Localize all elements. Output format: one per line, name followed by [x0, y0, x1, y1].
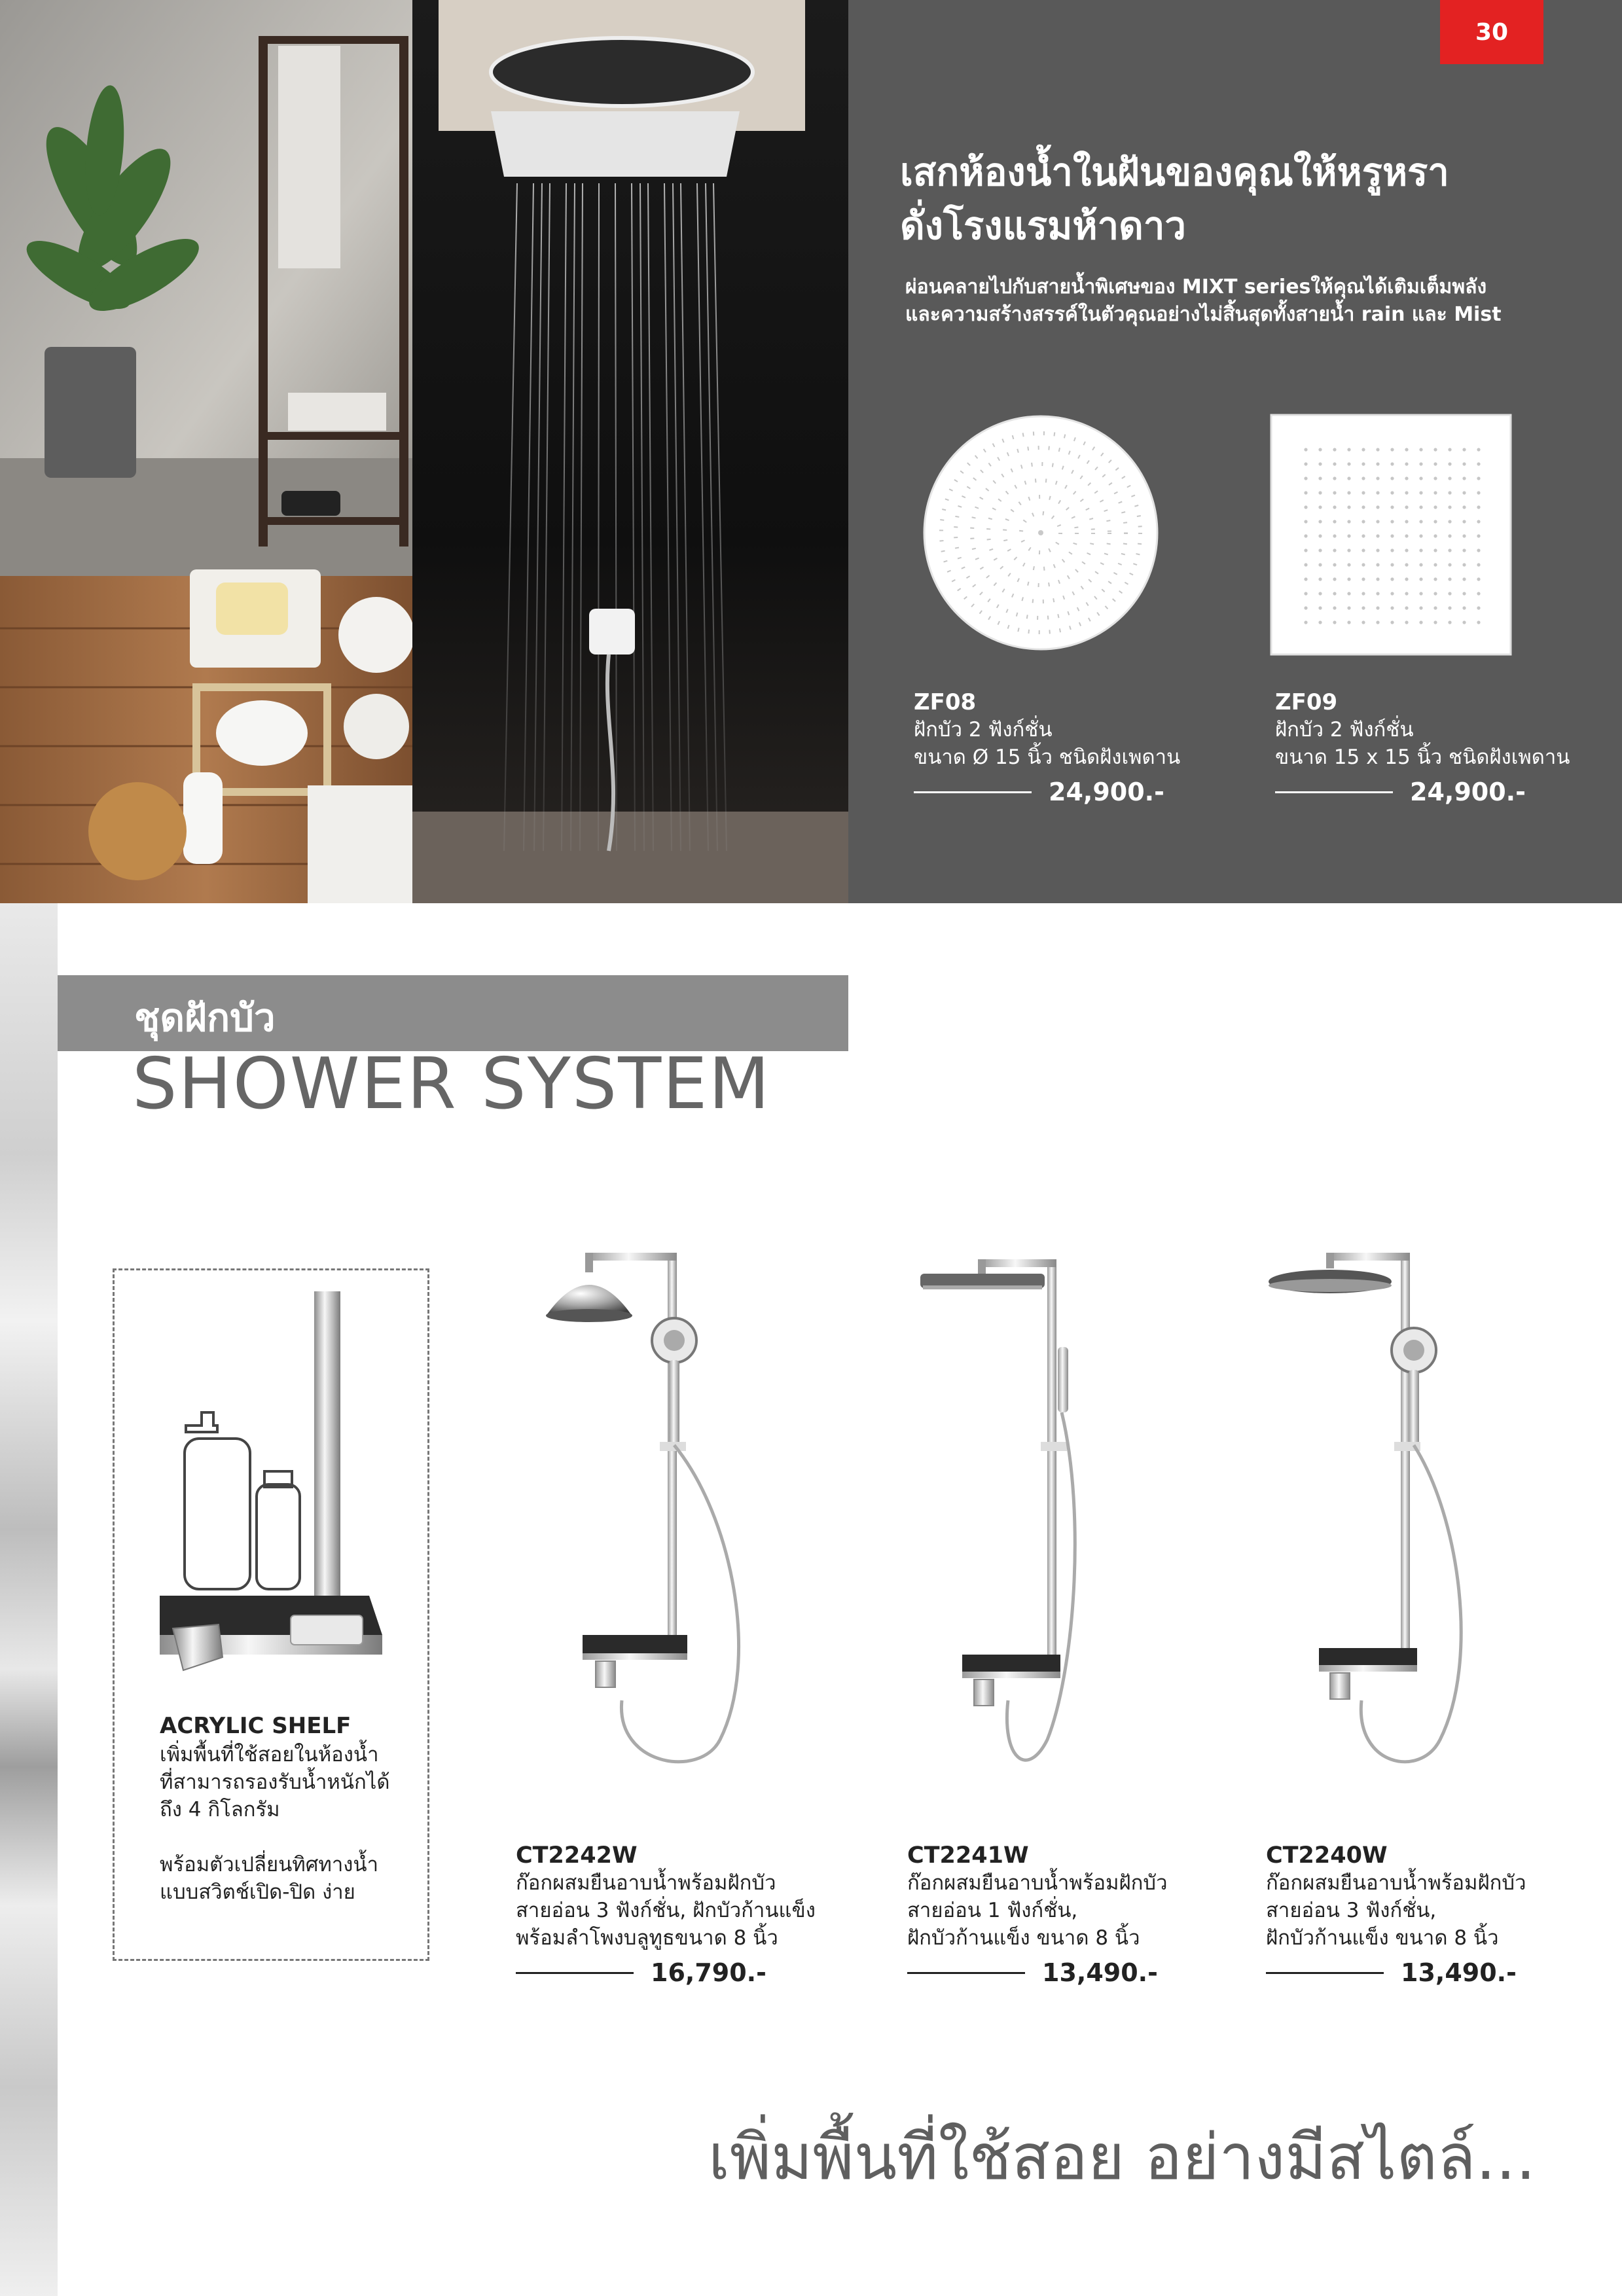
acrylic-line: เพิ่มพื้นที่ใช้สอยในห้องน้ำ	[160, 1743, 379, 1767]
zf08-info	[914, 689, 1180, 806]
product-price: 24,900.-	[1410, 778, 1526, 806]
hero-intro	[905, 274, 1599, 329]
rain-shower-photo	[412, 0, 848, 903]
zf09-square-rain-shower-image	[1270, 414, 1512, 656]
price-divider	[1275, 791, 1393, 793]
ct2241w-info	[907, 1842, 1168, 1987]
product-desc: ก๊อกผสมยืนอาบน้ำพร้อมฝักบัว	[907, 1871, 1168, 1895]
acrylic-line: แบบสวิตช์เปิด-ปิด ง่าย	[160, 1880, 355, 1904]
product-desc: ขนาด 15 x 15 นิ้ว ชนิดฝังเพดาน	[1275, 745, 1570, 769]
acrylic-shelf-image	[147, 1288, 389, 1674]
ct2242w-info	[516, 1842, 816, 1987]
zf08-round-rain-shower-image	[922, 414, 1160, 652]
price-divider	[907, 1972, 1025, 1974]
headline-line: ดั่งโรงแรมห้าดาว	[900, 204, 1186, 248]
section-title-thai: ชุดฝักบัว	[134, 996, 276, 1040]
product-desc: ฝักบัว 2 ฟังก์ชั่น	[1275, 718, 1414, 742]
ct2242w-shower-image	[524, 1242, 785, 1792]
product-desc: พร้อมลำโพงบลูทูธขนาด 8 นิ้ว	[516, 1926, 778, 1950]
acrylic-line: พร้อมตัวเปลี่ยนทิศทางน้ำ	[160, 1853, 378, 1876]
bathroom-lifestyle-photo	[0, 0, 412, 903]
hero-headline	[900, 145, 1594, 253]
product-price: 24,900.-	[1049, 778, 1164, 806]
product-code: ZF08	[914, 689, 977, 715]
product-desc: สายอ่อน 1 ฟังก์ชั่น,	[907, 1899, 1078, 1922]
product-code: CT2241W	[907, 1842, 1029, 1869]
page-number: 30	[1475, 18, 1509, 46]
acrylic-title: ACRYLIC SHELF	[160, 1713, 351, 1739]
intro-line: ผ่อนคลายไปกับสายน้ำพิเศษของ MIXT seriesให้คุณได้เติมเต็มพลัง	[905, 276, 1487, 298]
product-code: ZF09	[1275, 689, 1338, 715]
price-divider	[516, 1972, 634, 1974]
product-desc: ขนาด Ø 15 นิ้ว ชนิดฝังเพดาน	[914, 745, 1181, 769]
ct2240w-info	[1266, 1842, 1526, 1987]
product-price: 13,490.-	[1401, 1958, 1517, 1987]
ct2240w-shower-image	[1257, 1242, 1519, 1792]
acrylic-line: ที่สามารถรองรับน้ำหนักได้	[160, 1770, 390, 1794]
section-title-english: SHOWER SYSTEM	[132, 1043, 771, 1125]
product-desc: ฝักบัวก้านแข็ง ขนาด 8 นิ้ว	[1266, 1926, 1499, 1950]
page-tagline: เพิ่มพื้นที่ใช้สอย อย่างมีสไตล์...	[708, 2121, 1536, 2194]
headline-line: เสกห้องน้ำในฝันของคุณให้หรูหรา	[900, 150, 1449, 194]
acrylic-line: ถึง 4 กิโลกรัม	[160, 1798, 280, 1821]
product-desc: สายอ่อน 3 ฟังก์ชั่น,	[1266, 1899, 1437, 1922]
product-desc: ฝักบัวก้านแข็ง ขนาด 8 นิ้ว	[907, 1926, 1140, 1950]
product-code: CT2240W	[1266, 1842, 1388, 1869]
zf09-info	[1275, 689, 1570, 806]
price-divider	[914, 791, 1032, 793]
acrylic-shelf-text	[160, 1711, 422, 1906]
product-desc: ก๊อกผสมยืนอาบน้ำพร้อมฝักบัว	[516, 1871, 776, 1895]
product-desc: ก๊อกผสมยืนอาบน้ำพร้อมฝักบัว	[1266, 1871, 1526, 1895]
page-number-badge	[1440, 0, 1543, 64]
product-desc: สายอ่อน 3 ฟังก์ชั่น, ฝักบัวก้านแข็ง	[516, 1899, 816, 1922]
product-price: 13,490.-	[1042, 1958, 1158, 1987]
product-desc: ฝักบัว 2 ฟังก์ชั่น	[914, 718, 1053, 742]
price-divider	[1266, 1972, 1384, 1974]
marble-side-strip	[0, 903, 58, 2296]
product-price: 16,790.-	[651, 1958, 766, 1987]
intro-line: และความสร้างสรรค์ในตัวคุณอย่างไม่สิ้นสุดทั้งสายน้ำ rain และ Mist	[905, 303, 1502, 326]
product-code: CT2242W	[516, 1842, 638, 1869]
ct2241w-shower-image	[890, 1242, 1152, 1792]
